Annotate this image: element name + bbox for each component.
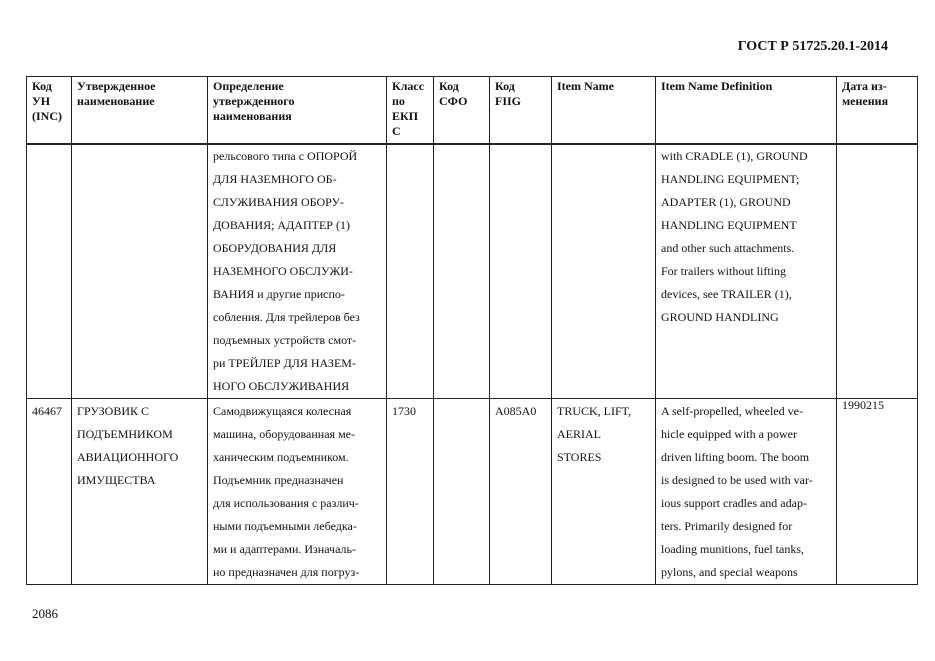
cell-definition: рельсового типа с ОПОРОЙ ДЛЯ НАЗЕМНОГО ОБ- СЛУЖИВАНИЯ ОБОРУ- ДОВАНИЯ; АДАПТЕР (1) ОБОРУДОВАНИЯ ДЛЯ НАЗЕМНОГО ОБСЛУЖИ- ВАНИЯ и другие приспо- собления. Для трейлеров без подъемных устройств смот- ри ТРЕЙЛЕР ДЛЯ НАЗЕМ- НОГО ОБСЛУЖИВАНИЯ (208, 144, 387, 399)
table-header-row (27, 77, 918, 145)
header-item-name: Item Name (552, 77, 656, 145)
table-row (27, 399, 918, 585)
header-item-definition: Item Name Definition (656, 77, 837, 145)
cell-class (387, 144, 434, 399)
page-number: 2086 (32, 606, 58, 621)
classification-table (26, 76, 918, 585)
cell-fiig: A085A0 (490, 399, 552, 585)
document-standard-number: ГОСТ Р 51725.20.1-2014 (737, 39, 888, 54)
table-row (27, 144, 918, 399)
cell-item-definition: with CRADLE (1), GROUND HANDLING EQUIPMENT; ADAPTER (1), GROUND HANDLING EQUIPMENT and other such attachments. For trailers without lifting devices, see TRAILER (1), GROUND HANDLING (656, 144, 837, 399)
header-sfo: Код СФО (434, 77, 490, 145)
cell-inc: 46467 (27, 399, 72, 585)
cell-class: 1730 (387, 399, 434, 585)
cell-definition: Самодвижущаяся колесная машина, оборудованная ме- ханическим подъемником. Подъемник предназначен для использования с различ- ными подъемными лебедка- ми и адаптерами. Изначаль- но предназначен для погруз- (208, 399, 387, 585)
cell-item-definition: A self-propelled, wheeled ve- hicle equipped with a power driven lifting boom. The boom is designed to be used with var- ious support cradles and adap- ters. Primarily designed for loading munitions, fuel tanks, pylons, and special weapons (656, 399, 837, 585)
header-approved-name: Утвержденное наименование (72, 77, 208, 145)
cell-date (837, 144, 918, 399)
header-fiig: Код FIIG (490, 77, 552, 145)
cell-name: ГРУЗОВИК С ПОДЪЕМНИКОМ АВИАЦИОННОГО ИМУЩЕСТВА (72, 399, 208, 585)
cell-item-name (552, 144, 656, 399)
cell-sfo (434, 399, 490, 585)
cell-item-name: TRUCK, LIFT, AERIAL STORES (552, 399, 656, 585)
header-date: Дата из- менения (837, 77, 918, 145)
header-inc: Код УН (INC) (27, 77, 72, 145)
cell-sfo (434, 144, 490, 399)
cell-date: 1990215 (837, 399, 918, 585)
header-definition: Определение утвержденного наименования (208, 77, 387, 145)
cell-inc (27, 144, 72, 399)
cell-fiig (490, 144, 552, 399)
header-class: Класс по ЕКП С (387, 77, 434, 145)
cell-name (72, 144, 208, 399)
